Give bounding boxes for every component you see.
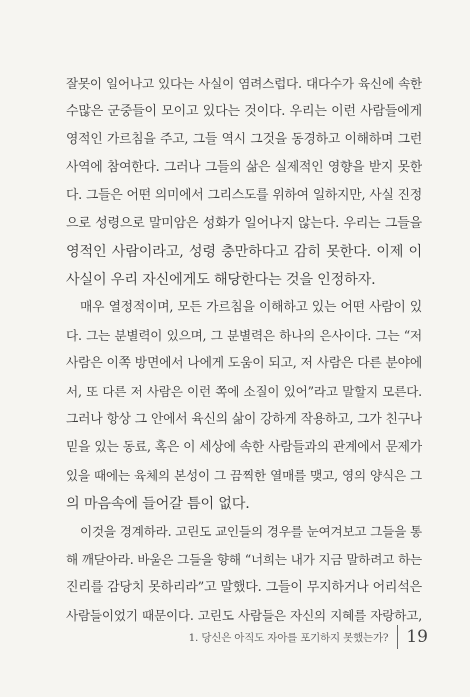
chapter-title: 1. 당신은 아직도 자아를 포기하지 못했는가?	[188, 631, 389, 644]
text-line: 이것을 경계하라. 고린도 교인들의 경우를 눈여겨보고 그들을 통	[80, 524, 422, 539]
text-line: 사실이 우리 자신에게도 해당한다는 것을 인정하자.	[66, 272, 376, 288]
text-line: 다. 그는 분별력이 있으며, 그 분별력은 하나의 은사이다. 그는 “저	[66, 328, 422, 343]
text-line: 영적인 사람이라고, 성령 충만하다고 감히 못한다. 이제 이	[66, 244, 422, 260]
text-line: 믿을 있는 동료, 혹은 이 세상에 속한 사람들과의 관계에서 문제가	[66, 440, 422, 455]
page-number: 19	[406, 627, 428, 647]
text-line: 사람은 이쪽 방면에서 나에게 도움이 되고, 저 사람은 다른 분야에	[66, 356, 422, 371]
text-line: 해 깨닫아라. 바울은 그들을 향해 “너희는 내가 지금 말하려고 하는	[66, 552, 422, 567]
text-line: 으로 성령으로 말미암은 성화가 일어나지 않는다. 우리는 그들을	[66, 216, 422, 231]
text-line: 매우 열정적이며, 모든 가르침을 이해하고 있는 어떤 사람이 있	[80, 300, 422, 315]
text-line: 의 마음속에 들어갈 틈이 없다.	[66, 496, 250, 512]
text-line: 서, 또 다른 저 사람은 이런 쪽에 소질이 있어”라고 말할지 모른다.	[66, 384, 422, 399]
text-line: 그러나 항상 그 안에서 육신의 삶이 강하게 작용하고, 그가 친구나	[66, 412, 422, 427]
text-line: 사람들이었기 때문이다. 고린도 사람들은 자신의 지혜를 자랑하고,	[66, 608, 422, 623]
text-line: 다. 그들은 어떤 의미에서 그리스도를 위하여 일하지만, 사실 진정	[66, 188, 422, 203]
page-footer	[189, 624, 428, 650]
footer-divider	[397, 625, 398, 649]
text-line: 있을 때에는 육체의 본성이 그 끔찍한 열매를 맺고, 영의 양식은 그	[66, 468, 422, 483]
text-line: 잘못이 일어나고 있다는 사실이 염려스럽다. 대다수가 육신에 속한	[66, 76, 422, 91]
text-line: 영적인 가르침을 주고, 그들 역시 그것을 동경하고 이해하며 그런	[66, 132, 422, 147]
text-line: 수많은 군중들이 모이고 있다는 것이다. 우리는 이런 사람들에게	[66, 104, 422, 119]
text-line: 진리를 감당치 못하리라”고 말했다. 그들이 무지하거나 어리석은	[66, 580, 422, 595]
text-line: 사역에 참여한다. 그러나 그들의 삶은 실제적인 영향을 받지 못한	[66, 160, 422, 175]
